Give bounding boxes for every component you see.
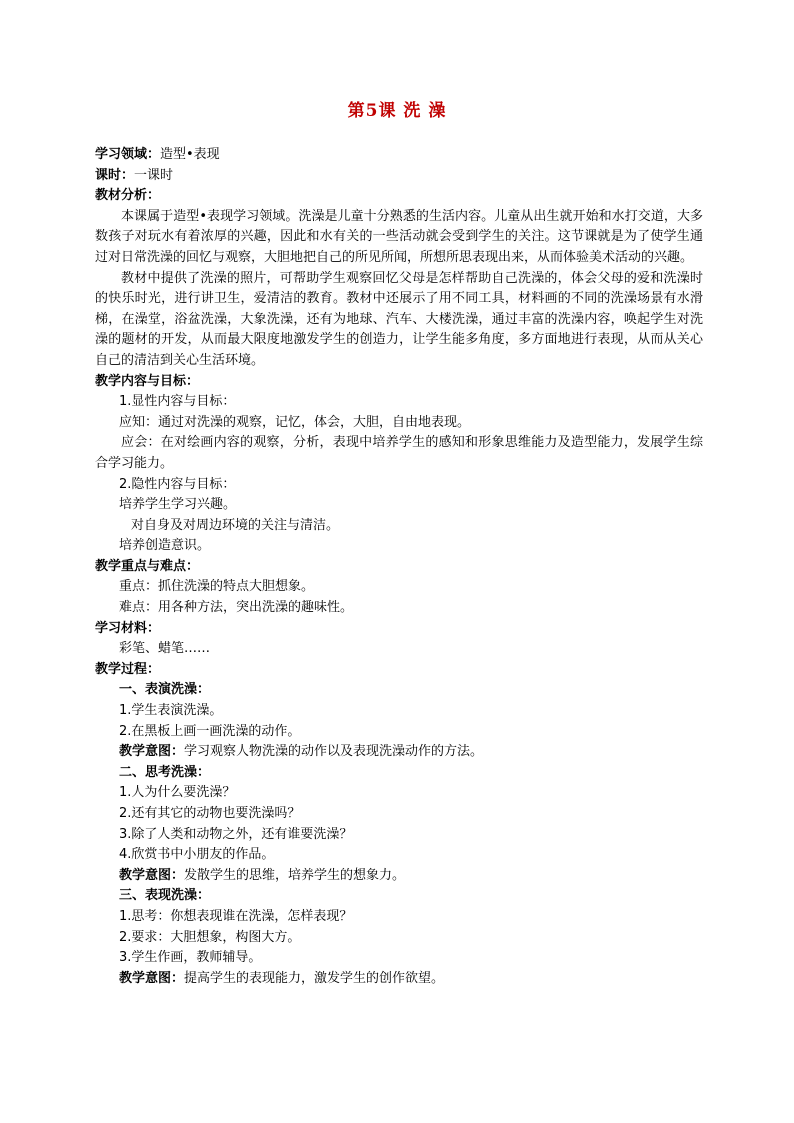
hours-value: 一课时 bbox=[134, 167, 174, 183]
lesson-title: 第5课 洗 澡 bbox=[347, 101, 447, 121]
materials-list: 彩笔、蜡笔…… bbox=[119, 641, 211, 657]
step-2-item: 2.还有其它的动物也要洗澡吗？ bbox=[119, 806, 301, 821]
goals-know: 应知：通过对洗澡的观察，记忆，体会，大胆，自由地表现。 bbox=[119, 414, 471, 430]
goals-explicit-heading: 1.显性内容与目标： bbox=[119, 394, 236, 410]
hours-label: 课时： bbox=[95, 167, 135, 183]
step-2-item: 1.人为什么要洗澡？ bbox=[119, 785, 236, 801]
step-2-item: 4.欣赏书中小朋友的作品。 bbox=[119, 847, 275, 863]
step-2-item: 3.除了人类和动物之外，还有谁要洗澡？ bbox=[119, 826, 353, 842]
field-label: 学习领域： bbox=[95, 147, 161, 162]
intent-label: 教学意图： bbox=[119, 744, 185, 760]
goals-can: 应会：在对绘画内容的观察，分析，表现中培养学生的感知和形象思维能力及造型能力，发展学生综合学习能力。 bbox=[95, 435, 703, 471]
goals-heading: 教学内容与目标： bbox=[95, 373, 200, 389]
field-value: 造型•表现 bbox=[160, 147, 220, 162]
intent-label: 教学意图： bbox=[119, 970, 185, 986]
intent-text: 学习观察人物洗澡的动作以及表现洗澡动作的方法。 bbox=[184, 744, 484, 760]
intent-text: 提高学生的表现能力，激发学生的创作欲望。 bbox=[184, 970, 445, 986]
step-2-intent bbox=[95, 866, 703, 887]
step-1-item: 1.学生表演洗澡。 bbox=[119, 703, 223, 719]
step-3-item: 2.要求：大胆想象，构图大方。 bbox=[119, 929, 301, 945]
lesson-content bbox=[95, 145, 703, 989]
field-line bbox=[95, 145, 703, 166]
step-1-item: 2.在黑板上画一画洗澡的动作。 bbox=[119, 723, 301, 739]
materials-heading: 学习材料： bbox=[95, 620, 161, 636]
key-point: 重点：抓住洗澡的特点大胆想象。 bbox=[119, 579, 315, 595]
step-3-item: 3.学生作画，教师辅导。 bbox=[119, 950, 262, 966]
goals-interest: 培养学生学习兴趣。 bbox=[119, 497, 237, 513]
goals-implicit-heading: 2.隐性内容与目标： bbox=[119, 476, 236, 492]
step-1-heading: 一、表演洗澡： bbox=[119, 682, 211, 698]
intent-label: 教学意图： bbox=[119, 867, 185, 883]
hours-line bbox=[95, 166, 703, 187]
analysis-paragraph-1: 本课属于造型•表现学习领域。洗澡是儿童十分熟悉的生活内容。儿童从出生就开始和水打交道，大多数孩子对玩水有着浓厚的兴趣，因此和水有关的一些活动就会受到学生的关注。这节课就是为了使学生通过对日常洗澡的回忆与观察，大胆地把自己的所见所闻，所想所思表现出来，从而体验美术活动的兴趣。 bbox=[95, 208, 703, 265]
step-1-intent bbox=[95, 742, 703, 763]
step-2-heading: 二、思考洗澡： bbox=[119, 764, 211, 780]
step-3-intent bbox=[95, 969, 703, 990]
step-3-heading: 三、表现洗澡： bbox=[119, 888, 211, 904]
analysis-paragraph-2: 教材中提供了洗澡的照片，可帮助学生观察回忆父母是怎样帮助自己洗澡的，体会父母的爱和洗澡时的快乐时光，进行讲卫生，爱清洁的教育。教材中还展示了用不同工具，材料画的不同的洗澡场景有水滑梯，在澡堂，浴盆洗澡，大象洗澡，还有为地球、汽车、大楼洗澡，通过丰富的洗澡内容，唤起学生对洗澡的题材的开发，从而最大限度地激发学生的创造力，让学生能多角度，多方面地进行表现，从而从关心自己的清洁到关心生活环境。 bbox=[95, 270, 703, 368]
goals-environment: 对自身及对周边环境的关注与清洁。 bbox=[131, 517, 340, 533]
step-3-item: 1.思考：你想表现谁在洗澡，怎样表现？ bbox=[119, 908, 353, 924]
intent-text: 发散学生的思维，培养学生的想象力。 bbox=[184, 867, 406, 883]
goals-creativity: 培养创造意识。 bbox=[119, 538, 211, 554]
key-points-heading: 教学重点与难点： bbox=[95, 558, 200, 574]
analysis-heading: 教材分析： bbox=[95, 188, 161, 204]
difficult-point: 难点：用各种方法，突出洗澡的趣味性。 bbox=[119, 600, 354, 616]
process-heading: 教学过程： bbox=[95, 661, 161, 677]
